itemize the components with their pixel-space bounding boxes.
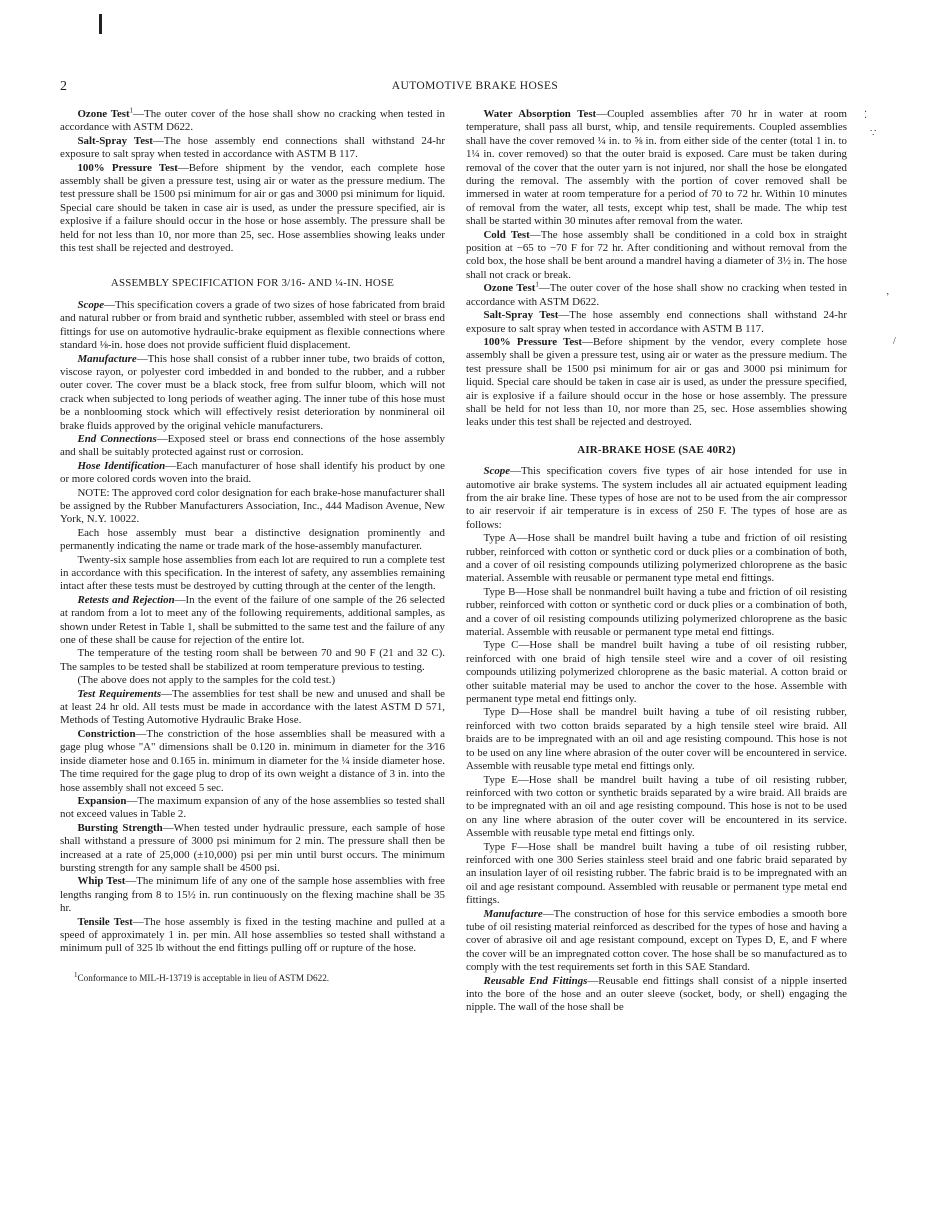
right-column xyxy=(466,108,847,1015)
paragraph-type-d: Type D—Hose shall be mandrel built having a tube of oil resisting rubber, reinforced with two cotton braids separated by a high tensile steel wire braid. All braids are to be impregnated with an oil and age resisting compound. This hose is not to be used on any line where abrasion of the outer cover will be encountered in service. Assemble with reusable type metal end fittings only. xyxy=(466,706,847,773)
section-heading-air-brake-hose: AIR-BRAKE HOSE (SAE 40R2) xyxy=(577,443,736,456)
left-column xyxy=(60,108,445,984)
paragraph-scope: Scope—This specification covers a grade of two sizes of hose fabricated from braid and natural rubber or from braid and synthetic rubber, assembled with steel or brass end fittings for use on automotive hydraulic-brake equipment as flexible connections where standard ⅛-in. hose does not provide sufficient fluid displacement. xyxy=(60,298,445,352)
paragraph-expansion: Expansion—The maximum expansion of any of the hose assemblies so tested shall not exceed values in Table 2. xyxy=(60,794,445,821)
paragraph-cold-test: Cold Test—The hose assembly shall be conditioned in a cold box in straight position at −65 to −70 F for 72 hr. After conditioning and without removal from the cold box, the hose shall be bent around a mandrel having a diameter of 3½ in. The hose shall not crack or break. xyxy=(466,228,847,281)
paragraph-type-f: Type F—Hose shall be mandrel built having a tube of oil resisting rubber, reinforced with one 300 Series stainless steel braid and one fabric braid separated by an insulation layer of oil resisting rubber. The fabric braid is to be impregnated with an oil and age resistant compound. Assembled with reusable or permanent type metal end fittings. xyxy=(466,840,847,907)
paragraph-ozone-test: Ozone Test$^1$—The outer cover of the hose shall show no cracking when tested in accordance with ASTM D622. xyxy=(60,106,445,134)
paragraph-cold-note: (The above does not apply to the samples for the cold test.) xyxy=(77,674,336,687)
paragraph-salt-spray-test: Salt-Spray Test—The hose assembly end connections shall withstand 24-hr exposure to salt spray when tested in accordance with ASTM B 117. xyxy=(466,309,847,335)
paragraph-water-absorption: Water Absorption Test—Coupled assemblies after 70 hr in water at room temperature, shall pass all burst, whip, and tensile requirements. Coupled assemblies shall have the cover removed ¼ in. to ⅝ in. from either side of the center (total 1 in. to 1¼ in. cover removed) so that the outer braid is exposed. Care must be taken during removal of the cover that the outer yarn is not injured, nor shall the hose be elongated during the removal. The assembly with the portion of cover removed shall be immersed in water at room temperature for a period of 70 to 72 hr. Within 10 minutes of removal from the water, all tests, except whip test, shall be made. The whip test shall be started within 30 minutes after removal from the water. xyxy=(466,108,847,228)
paragraph-retests: Retests and Rejection—In the event of the failure of one sample of the 26 selected at random from a lot to meet any of the following requirements, additional samples, as shown under Retest in Table 1, shall be submitted to the same test and the failure of any one of these shall be cause for rejection of the entire lot. xyxy=(60,593,445,647)
footnote: $^1$Conformance to MIL-H-13719 is acceptable in lieu of ASTM D622. xyxy=(74,970,330,983)
margin-mark: ⁚ xyxy=(864,110,868,121)
paragraph-note: NOTE: The approved cord color designation for each brake-hose manufacturer shall be assigned by the Rubber Manufacturers Association, Inc., 444 Madison Avenue, New York, N.Y. 10022. xyxy=(60,486,445,526)
paragraph-type-a: Type A—Hose shall be mandrel built having a tube and friction of oil resisting rubber, reinforced with cotton or synthetic cord or duck plies or a combination of both, and a cover of oil resisting compounds utilizing polymerized chloroprene as the basic material. Assemble with reusable or permanent type metal end fittings. xyxy=(466,532,847,585)
page-number: 2 xyxy=(60,79,67,94)
paragraph-end-connections: End Connections—Exposed steel or brass end connections of the hose assembly and shall be suitably protected against rust or corrosion. xyxy=(60,432,445,459)
paragraph-manufacture: Manufacture—This hose shall consist of a rubber inner tube, two braids of cotton, viscose rayon, or polyester cord imbedded in and bonded to the rubber, and a rubber outer cover. The cover must be a black stock, free from sulfur bloom, which will not crack when subjected to long periods of weather aging. The inner tube of this hose must be a nonblooming stock which will effectively resist deterioration by nonmineral oil brake fluids approved by the original vehicle manufacturers. xyxy=(60,352,445,432)
paragraph-scope: Scope—This specification covers five types of air hose intended for use in automotive air brake systems. The system includes all air actuated equipment leading from the air brake line. These types of hose are not to be used from the air compressor to air reservoir if air temperature is in excess of 250 F. The types of hose are as follows: xyxy=(466,465,847,531)
margin-mark: ʼ xyxy=(886,292,890,303)
paragraph-bursting-strength: Bursting Strength—When tested under hydraulic pressure, each sample of hose shall withstand a pressure of 3000 psi minimum for 2 min. The pressure shall then be increased at a rate of 25,000 (±10,000) psi per min until burst occurs. The minimum bursting strength for any sample shall be 4500 psi. xyxy=(60,821,445,874)
margin-mark: / xyxy=(893,336,896,347)
paragraph-ozone-test: Ozone Test$^1$—The outer cover of the hose shall show no cracking when tested in accordance with ASTM D622. xyxy=(466,280,847,308)
running-title: AUTOMOTIVE BRAKE HOSES xyxy=(391,80,559,92)
paragraph-salt-spray-test: Salt-Spray Test—The hose assembly end connections shall withstand 24-hr exposure to salt spray when tested in accordance with ASTM B 117. xyxy=(60,134,445,161)
paragraph-temperature: The temperature of the testing room shall be between 70 and 90 F (21 and 32 C). The samples to be tested shall be stabilized at room temperature previous to testing. xyxy=(60,647,445,673)
paragraph-test-requirements: Test Requirements—The assemblies for test shall be new and unused and shall be at least 24 hr old. All tests must be made in accordance with the latest ASTM D 571, Methods of Testing Automotive Hydraulic Brake Hose. xyxy=(60,687,446,727)
paragraph-designation: Each hose assembly must bear a distinctive designation prominently and permanently indicating the name or trade mark of the hose-assembly manufacturer. xyxy=(60,526,445,553)
paragraph-type-e: Type E—Hose shall be mandrel built having a tube of oil resisting rubber, reinforced with two cotton or synthetic braids separated by a wire braid. All braids are to be impregnated with an oil and age resisting compound. This hose is not to be used on any line where abrasion of the outer cover will be encountered in its service. Assemble with reusable type metal end fittings only. xyxy=(466,773,847,840)
paragraph-tensile-test: Tensile Test—The hose assembly is fixed in the testing machine and pulled at a speed of approximately 1 in. per min. All hose assemblies so tested shall withstand a minimum pull of 325 lb without the end fittings pulling off or rupture of the hose. xyxy=(60,915,445,955)
paragraph-reusable-end-fittings: Reusable End Fittings—Reusable end fittings shall consist of a nipple inserted into the bore of the hose and an outer sleeve (socket, body, or shell) engaging the nipple. The wall of the hose shall be xyxy=(466,974,847,1014)
paragraph-type-c: Type C—Hose shall be mandrel built having a tube of oil resisting rubber, reinforced with one braid of high tensile steel wire and a cover of oil resisting compounds utilizing polymerized chloroprene as the basic material. A cotton braid or other suitable material may be used to anchor the cover to the hose. Assemble with permanent type metal end fittings only. xyxy=(466,639,847,706)
paragraph-hose-identification: Hose Identification—Each manufacturer of hose shall identify his product by one or more colored cords woven into the braid. xyxy=(60,459,446,486)
paragraph-pressure-test: 100% Pressure Test—Before shipment by the vendor, each complete hose assembly shall be given a pressure test, using air or water as the pressure medium. The test pressure shall be 1500 psi minimum for air or gas and 3000 psi minimum for liquid. Special care should be taken in case air is used, as under the pressure specified, air is explosive if a failure should occur in the hose or hose assembly. The pressure shall be held for not less than 10, nor more than 25, sec. Hose assemblies showing leaks under this test shall be rejected and destroyed. xyxy=(60,161,445,255)
section-heading-assembly-spec: ASSEMBLY SPECIFICATION FOR 3/16- AND ¼-IN. HOSE xyxy=(110,277,395,290)
paragraph-constriction: Constriction—The constriction of the hose assemblies shall be measured with a gage plug whose "A" dimensions shall be 0.120 in. minimum in diameter for the 3⁄16 inside diameter hose and 0.165 in. minimum in diameter for the ¼ inside diameter hose. The time required for the gage plug to drop of its own weight a distance of 3 in. into the hose assembly shall not exceed 5 sec. xyxy=(60,727,445,794)
paragraph-sample-count: Twenty-six sample hose assemblies from each lot are required to run a complete test in accordance with this specification. In the interest of safety, any assemblies remaining intact after these tests must be destroyed by cutting through at the center of the length. xyxy=(60,553,445,593)
scan-mark xyxy=(99,14,102,34)
paragraph-manufacture: Manufacture—The construction of hose for this service embodies a smooth bore tube of oil resisting material reinforced as described for the types of hose and having a cover of abrasive oil and age resistant compound, except on Types D, E, and F where the cover will be an impregnated cotton cover. The hose shall be so manufactured as to comply with the test requirements set forth in this SAE Standard. xyxy=(466,907,847,974)
margin-mark: ∵ xyxy=(870,128,877,139)
paragraph-type-b: Type B—Hose shall be nonmandrel built having a tube and friction of oil resisting rubber, reinforced with cotton or synthetic cord or duck plies or a combination of both, and a cover of oil resisting compounds utilizing polymerized chloroprene as the basic material. Assemble with reusable or permanent type metal end fittings. xyxy=(466,585,847,639)
paragraph-pressure-test: 100% Pressure Test—Before shipment by the vendor, every complete hose assembly shall be given a pressure test, using air or water as the pressure medium. The test pressure shall be 1500 psi minimum for air or gas and 3000 psi minimum for liquid. Special care should be taken in case air is used, as under the pressure specified, air is explosive if a failure should occur in the hose or hose assembly. The pressure shall be held for not less than 10, nor more than 25, sec. Hose assemblies showing leaks under this test shall be rejected and destroyed. xyxy=(466,335,847,429)
paragraph-whip-test: Whip Test—The minimum life of any one of the sample hose assemblies with free lengths ranging from 8 to 15½ in. run continuously on the flexing machine shall be 35 hr. xyxy=(60,875,445,915)
